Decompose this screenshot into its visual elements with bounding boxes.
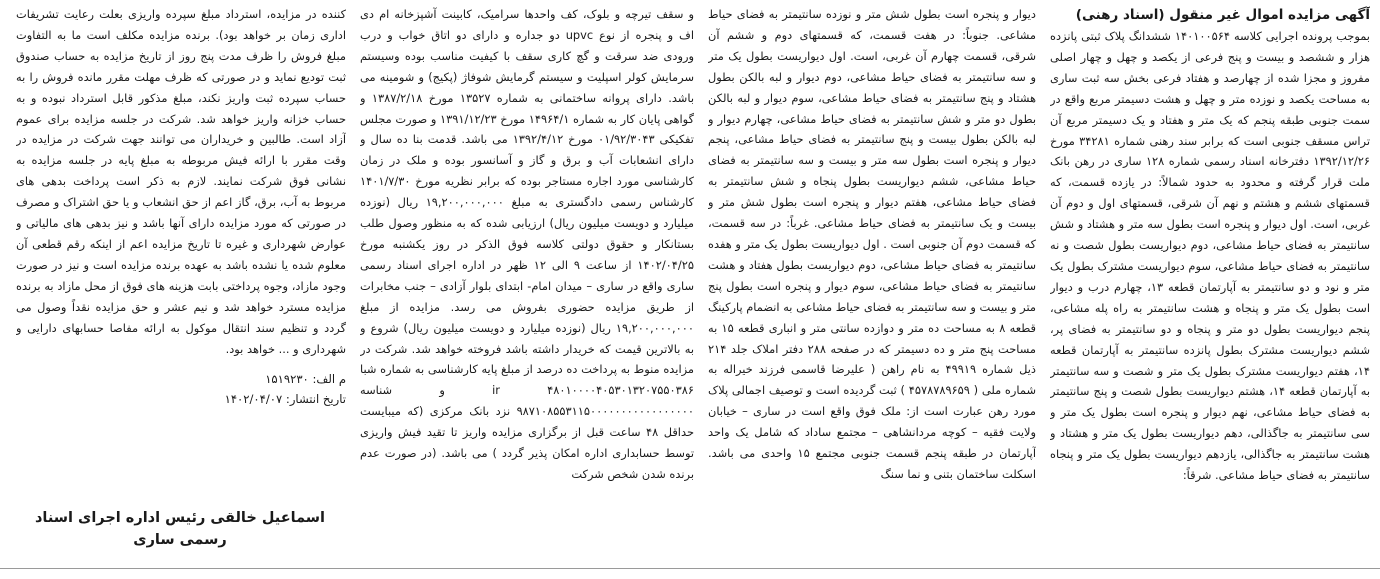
notice-column-1 [1050,4,1370,566]
reference-code: م الف: ۱۵۱۹۲۳۰ [265,372,346,387]
notice-meta [16,369,346,409]
notice-paragraph: بموجب پرونده اجرایی کلاسه ۱۴۰۱۰۰۵۶۴ ششدانگ پلاک ثبتی پانزده هزار و ششصد و بیست و پنج فرعی از یکصد و چهل و چهار اصلی مفروز و مجزا شده از چهارصد و هفتاد فرعی بخش سه ثبت ساری به مساحت یکصد و نوزده متر و چهل و هشت دسیمتر مربع واقع در سمت جنوبی طبقه پنجم که یک متر و هفتاد و یک دسیمتر مربع آن تراس مسقف جنوبی است که برابر سند رهنی شماره ۳۴۲۸۱ مورخ ۱۳۹۲/۱۲/۲۶ دفترخانه اسناد رسمی شماره ۱۲۸ ساری در رهن بانک ملت قرار گرفته و محدود به حدود شمالاً: در یازده قسمت، که قسمتهای ششم و هشتم و نهم آن شرقی، قسمتهای اول و دوم آن غربی، است. اول دیوار و پنجره است بطول سه متر و هشتاد و شش سانتیمتر به فضای حیاط مشاعی، دوم دیواریست بطول شصت و نه سانتیمتر به فضای حیاط مشاعی، سوم دیواریست مشترک بطول یک متر و نود و دو سانتیمتر به آپارتمان قطعه ۱۳، چهارم درب و دیوار است بطول یک متر و پنجاه و هشت سانتیمتر به راه پله مشاعی، پنجم دیواریست بطول دو متر و پنجاه و دو سانتیمتر به فضای پر، ششم دیواریست مشترک بطول پانزده سانتیمتر به آپارتمان قطعه ۱۴، هفتم دیواریست مشترک بطول یک متر و شصت و سه سانتیمتر به آپارتمان قطعه ۱۴، هشتم دیواریست بطول شصت و پنج سانتیمتر به فضای حیاط مشاعی، نهم دیوار و پنجره است بطول یک متر و سی سانتیمتر به جاگذالی، دهم دیواریست بطول یک متر و هشتاد و هشت سانتیمتر به جاگذالی، یازدهم دیواریست بطول یک متر و پنجاه سانتیمتر به فضای حیاط مشاعی. شرقاً: [1050,29,1370,483]
publish-date: تاریخ انتشار: ۱۴۰۲/۰۴/۰۷ [224,392,346,407]
notice-column-2 [708,4,1036,566]
notice-title: آگهی مزایده اموال غیر منقول (اسناد رهنی) [1075,7,1370,23]
signature: اسماعیل خالقی رئیس اداره اجرای اسناد رسمی ساری [34,510,326,548]
notice-paragraph: و سقف تیرچه و بلوک، کف واحدها سرامیک، کابینت آشپزخانه ام دی اف و پنجره از نوع upvc دو جداره و دارای دو اتاق خواب و درب ورودی ضد سرقت و گچ کاری سقف با کیفیت مناسب بوده وسیستم سرمایش کولر اسپلیت و سیستم گرمایش شوفاژ (پکیج) و شومینه می باشد. دارای پروانه ساختمانی به شماره ۱۳۵۲۷ مورخ ۱۳۸۷/۲/۱۸ و گواهی پایان کار به شماره ۱۴۹۶۴/۱ مورخ ۱۳۹۱/۱۲/۲۳ و صورت مجلس تفکیکی ۰۱/۹۲/۳۰۴۳ مورخ ۱۳۹۲/۴/۱۲ می باشد. قدمت بنا ده سال و دارای انشعابات آب و برق و گاز و آسانسور بوده و ملک در زمان کارشناسی مورد اجاره مستاجر بوده که برابر نظریه مورخ ۱۴۰۱/۷/۳۰ کارشناس رسمی دادگستری به مبلغ ۱۹,۲۰۰,۰۰۰,۰۰۰ ریال (نوزده میلیارد و دویست میلیون ریال) ارزیابی شده که به منظور وصول طلب بستانکار و حقوق دولتی کلاسه فوق الذکر در روز یکشنبه مورخ ۱۴۰۲/۰۴/۲۵ از ساعت ۹ الی ۱۲ ظهر در اداره اجرای اسناد رسمی ساری واقع در ساری – میدان امام- ابتدای بلوار آزادی – جنب مخابرات از طریق مزایده حضوری بفروش می رسد. مزایده از مبلغ ۱۹,۲۰۰,۰۰۰,۰۰۰ ریال (نوزده میلیارد و دویست میلیون ریال) شروع و به بالاترین قیمت که خریدار داشته باشد فروخته خواهد شد. شرکت در مزایده منوط به پرداخت ده درصد از مبلغ پایه کارشناسی به شماره شبا ۴۸۰۱۰۰۰۰۴۰۵۳۰۱۳۲۰۷۵۵۰۳۸۶ ir و شناسه ۹۸۷۱۰۸۵۵۳۱۱۵۰۰۰۰۰۰۰۰۰۰۰۰۰۰۰۰۰ نزد بانک مرکزی (که میبایست حداقل ۴۸ ساعت قبل از برگزاری مزایده واریز تا تقید فیش واریزی توسط حسابداری اداره امکان پذیر گردد ) می باشد. (در صورت عدم برنده شدن شخص شرکت [360,7,694,481]
notice-column-4 [16,4,346,566]
notice-paragraph: دیوار و پنجره است بطول شش متر و نوزده سانتیمتر به فضای حیاط مشاعی. جنوباً: در هفت قسمت، که قسمتهای دوم و ششم آن شرقی، قسمت چهارم آن غربی، است. اول دیواریست بطول یک متر و سه سانتیمتر به فضای حیاط مشاعی، دوم دیوار و لبه بالکن بطول هشتاد و پنج سانتیمتر به فضای حیاط مشاعی، سوم دیوار و لبه بالکن بطول دو متر و شش سانتیمتر به فضای حیاط مشاعی، چهارم دیوار و لبه بالکن بطول بیست و پنج سانتیمتر به فضای حیاط مشاعی، پنجم دیوار و پنجره است بطول سه متر و بیست و سه سانتیمتر به فضای حیاط مشاعی، ششم دیواریست بطول پنجاه و شش سانتیمتر به فضای حیاط مشاعی، هفتم دیوار و پنجره است بطول شش متر و بیست و یک سانتیمتر به فضای حیاط مشاعی. غرباً: در سه قسمت، که قسمت دوم آن جنوبی است . اول دیواریست بطول یک متر و هفده سانتیمتر به فضای حیاط مشاعی، دوم دیواریست بطول هفتاد و هشت سانتیمتر به فضای حیاط مشاعی، سوم دیوار و پنجره است بطول پنج متر و بیست و سه سانتیمتر به فضای حیاط مشاعی به انضمام پارکینگ قطعه ۸ به مساحت ده متر و دوازده سانتی متر و انباری قطعه ۱۵ به مساحت پنج متر و ده دسیمتر که در صفحه ۲۸۸ دفتر املاک جلد ۲۱۴ ذیل شماره ۴۹۹۱۹ به نام راهن ( علیرضا قاسمی فرزند خیراله به شماره ملی ( ۴۵۷۸۷۸۹۶۵۹ ) ثبت گردیده است و توصیف اجمالی پلاک مورد رهن عبارت است از: ملک فوق واقع است در ساری – خیابان ولایت فقیه – کوچه مردانشاهی – مجتمع ساداد که شامل یک واحد آپارتمان در طبقه پنجم قسمت جنوبی مجتمع ۱۵ واحدی می باشد. اسکلت ساختمان بتنی و نما سنگ [708,7,1036,481]
notice-column-3 [360,4,694,566]
notice-paragraph: کننده در مزایده، استرداد مبلغ سپرده واریزی بعلت رعایت تشریفات اداری زمان بر خواهد بود). برنده مزایده مکلف است ما به التفاوت مبلغ فروش را ظرف مدت پنج روز از تاریخ مزایده به حساب صندوق ثبت تودیع نماید و در صورتی که ظرف مهلت مقرر مانده فروش را به حساب سپرده ثبت واریز نکند، مبلغ مذکور قابل استرداد نبوده و به حساب خزانه واریز خواهد شد. شرکت در جلسه مزایده برای عموم آزاد است. طالبین و خریداران می توانند جهت شرکت در مزایده در وقت مقرر با ارائه فیش مربوطه به مبلغ پایه در جلسه مزایده به نشانی فوق شرکت نمایند. لازم به ذکر است پرداخت بدهی های مربوط به آب، برق، گاز اعم از حق انشعاب و یا حق اشتراک و مصرف در صورتی که مورد مزایده دارای آنها باشد و نیز بدهی های مالیاتی و عوارض شهرداری و غیره تا تاریخ مزایده اعم از اینکه رقم قطعی آن معلوم شده یا نشده باشد به عهده برنده مزایده است و نیز در صورت وجود مازاد، وجوه پرداختی بابت هزینه های فوق از محل مازاد به برنده مزایده مسترد خواهد شد و نیم عشر و حق مزایده نقداً وصول می گردد و تنظیم سند انتقال موکول به ارائه مفاصا حسابهای دارایی و شهرداری و ... خواهد بود. [16,7,346,356]
bottom-divider [0,568,1380,569]
